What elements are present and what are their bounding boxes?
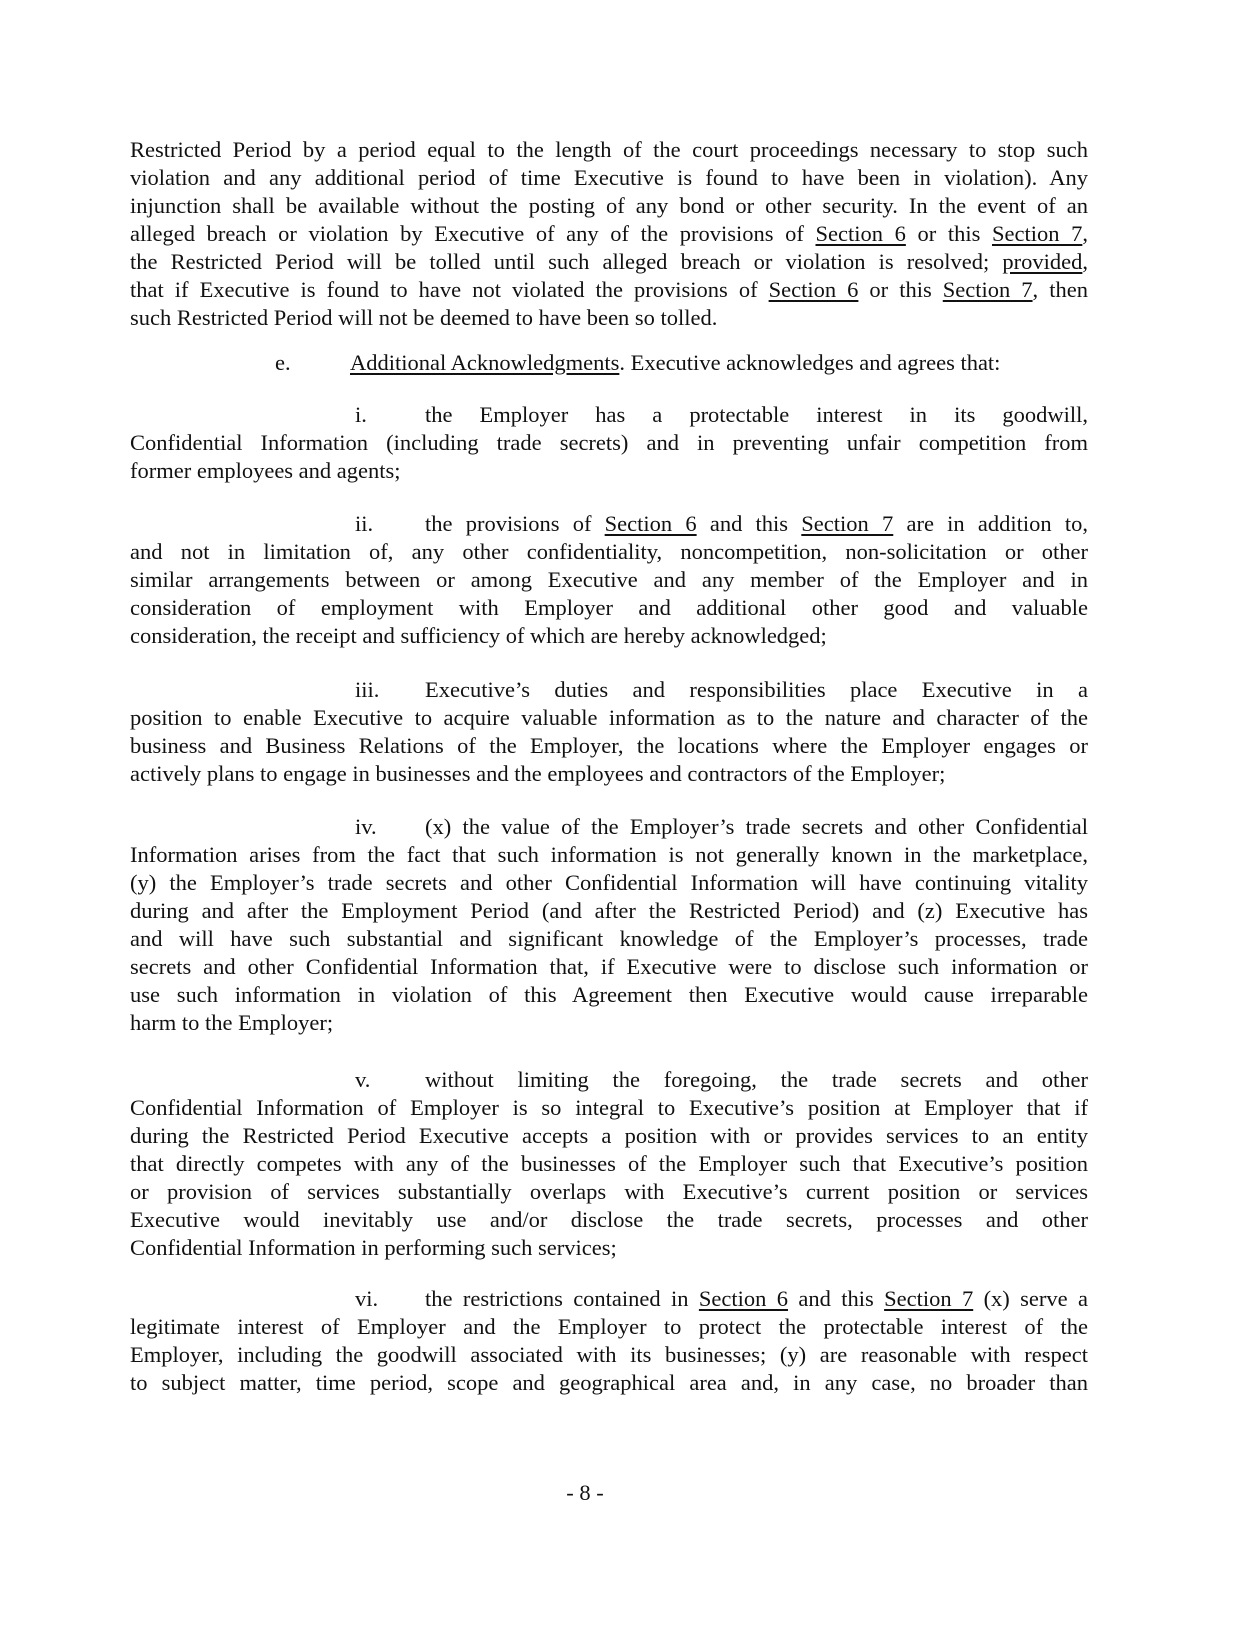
text-segment: Confidential Information in performing such services;: [130, 1235, 617, 1260]
text-segment: injunction shall be available without the posting of any bond or other security. In the event of an: [130, 193, 1088, 218]
section-reference: Section 7: [801, 511, 894, 536]
text-line: [130, 1009, 1088, 1037]
text-segment: Employer, including the goodwill associated with its businesses; (y) are reasonable with respect: [130, 1342, 1088, 1367]
text-segment: secrets and other Confidential Information that, if Executive were to disclose such information or: [130, 954, 1088, 979]
text-line: [130, 510, 1088, 538]
clause-label: ii.: [355, 511, 374, 536]
clause-vi: [130, 1285, 1088, 1397]
text-line: [130, 704, 1088, 732]
text-segment: and this: [788, 1286, 885, 1311]
text-segment: (x) the value of the Employer’s trade secrets and other Confidential: [425, 814, 1088, 839]
text-segment: (x) serve a: [973, 1286, 1088, 1311]
text-segment: , then: [1032, 277, 1088, 302]
text-segment: or provision of services substantially overlaps with Executive’s current position or services: [130, 1179, 1088, 1204]
text-segment: Information arises from the fact that such information is not generally known in the marketplace,: [130, 842, 1088, 867]
text-line: [130, 429, 1088, 457]
paragraph: [130, 136, 1088, 332]
text-line: [130, 304, 1088, 332]
text-segment: Confidential Information (including trade secrets) and in preventing unfair competition from: [130, 430, 1088, 455]
clause-label: iv.: [355, 814, 377, 839]
text-line: [130, 566, 1088, 594]
text-segment: such Restricted Period will not be deemed to have been so tolled.: [130, 305, 718, 330]
text-segment: business and Business Relations of the Employer, the locations where the Employer engages or: [130, 733, 1088, 758]
text-line: [130, 953, 1088, 981]
text-line: [130, 248, 1088, 276]
text-segment: actively plans to engage in businesses and the employees and contractors of the Employer;: [130, 761, 946, 786]
text-segment: without limiting the foregoing, the trade secrets and other: [425, 1067, 1088, 1092]
text-segment: the Restricted Period will be tolled until such alleged breach or violation is resolved;: [130, 249, 1003, 274]
text-line: [130, 276, 1088, 304]
text-segment: Confidential Information of Employer is so integral to Executive’s position at Employer that if: [130, 1095, 1088, 1120]
text-segment: and not in limitation of, any other confidentiality, noncompetition, non-solicitation or other: [130, 539, 1088, 564]
text-segment: (y) the Employer’s trade secrets and other Confidential Information will have continuing vitality: [130, 870, 1088, 895]
text-segment: ,: [1082, 221, 1088, 246]
text-line: [130, 897, 1088, 925]
text-line: [130, 192, 1088, 220]
clause-ii: [130, 510, 1088, 650]
section-reference: Section 7: [991, 221, 1083, 246]
clause-label: v.: [355, 1067, 371, 1092]
text-segment: the restrictions contained in: [425, 1286, 699, 1311]
section-reference: Section 6: [768, 277, 859, 302]
text-segment: that directly competes with any of the businesses of the Employer such that Executive’s position: [130, 1151, 1088, 1176]
text-line: [130, 538, 1088, 566]
text-segment: use such information in violation of this Agreement then Executive would cause irreparable: [130, 982, 1088, 1007]
text-line: [130, 594, 1088, 622]
clause-label: vi.: [355, 1286, 379, 1311]
section-reference: provided: [1002, 249, 1083, 274]
text-segment: consideration, the receipt and sufficiency of which are hereby acknowledged;: [130, 623, 827, 648]
text-line: [130, 1150, 1088, 1178]
text-line: [130, 220, 1088, 248]
heading-title: Additional Acknowledgments: [350, 350, 620, 375]
text-segment: the Employer has a protectable interest in its goodwill,: [425, 402, 1088, 427]
text-line: [130, 1206, 1088, 1234]
text-segment: that if Executive is found to have not violated the provisions of: [130, 277, 769, 302]
text-line: [130, 869, 1088, 897]
text-line: [130, 1122, 1088, 1150]
section-reference: Section 6: [698, 1286, 788, 1311]
text-line: [130, 1313, 1088, 1341]
text-line: [130, 457, 1088, 485]
text-segment: and this: [696, 511, 802, 536]
text-segment: Restricted Period by a period equal to the length of the court proceedings necessary to stop such: [130, 137, 1088, 162]
section-reference: Section 6: [815, 221, 906, 246]
text-line: [130, 676, 1088, 704]
section-reference: Section 6: [604, 511, 697, 536]
text-segment: harm to the Employer;: [130, 1010, 334, 1035]
text-line: [130, 1066, 1088, 1094]
heading-rest: . Executive acknowledges and agrees that:: [619, 350, 1001, 375]
text-line: [130, 401, 1088, 429]
text-line: [130, 622, 1088, 650]
text-segment: or this: [858, 277, 943, 302]
text-line: [130, 1234, 1088, 1262]
clause-iv: [130, 813, 1088, 1037]
text-segment: are in addition to,: [893, 511, 1088, 536]
heading-text: [350, 349, 1000, 377]
text-line: [130, 1369, 1088, 1397]
clause-label: i.: [355, 402, 367, 427]
clause-iii: [130, 676, 1088, 788]
text-segment: ,: [1082, 249, 1088, 274]
text-line: [130, 1285, 1088, 1313]
text-segment: position to enable Executive to acquire valuable information as to the nature and character of the: [130, 705, 1088, 730]
heading-label: e.: [275, 350, 291, 375]
clause-label: iii.: [355, 677, 380, 702]
page-number: - 8 -: [566, 1480, 604, 1505]
text-segment: during the Restricted Period Executive accepts a position with or provides services to an entity: [130, 1123, 1088, 1148]
text-segment: Executive would inevitably use and/or disclose the trade secrets, processes and other: [130, 1207, 1088, 1232]
section-reference: Section 7: [884, 1286, 974, 1311]
clause-v: [130, 1066, 1088, 1262]
text-line: [130, 1178, 1088, 1206]
text-line: [130, 732, 1088, 760]
text-segment: former employees and agents;: [130, 458, 401, 483]
text-segment: violation and any additional period of time Executive is found to have been in violation). Any: [130, 165, 1088, 190]
text-segment: the provisions of: [425, 511, 605, 536]
text-segment: legitimate interest of Employer and the Employer to protect the protectable interest of the: [130, 1314, 1088, 1339]
text-line: [130, 925, 1088, 953]
text-segment: consideration of employment with Employer and additional other good and valuable: [130, 595, 1088, 620]
text-line: [130, 1341, 1088, 1369]
text-segment: similar arrangements between or among Executive and any member of the Employer and in: [130, 567, 1088, 592]
text-line: [130, 164, 1088, 192]
text-segment: alleged breach or violation by Executive of any of the provisions of: [130, 221, 816, 246]
text-line: [130, 813, 1088, 841]
text-line: [130, 760, 1088, 788]
section-reference: Section 7: [942, 277, 1033, 302]
text-segment: to subject matter, time period, scope and geographical area and, in any case, no broader than: [130, 1370, 1088, 1395]
text-line: [130, 1094, 1088, 1122]
text-segment: and will have such substantial and significant knowledge of the Employer’s processes, trade: [130, 926, 1088, 951]
clause-i: [130, 401, 1088, 485]
text-segment: during and after the Employment Period (and after the Restricted Period) and (z) Executive has: [130, 898, 1088, 923]
text-segment: or this: [905, 221, 992, 246]
text-line: [130, 841, 1088, 869]
text-line: [130, 981, 1088, 1009]
text-segment: Executive’s duties and responsibilities place Executive in a: [425, 677, 1088, 702]
text-line: [130, 136, 1088, 164]
